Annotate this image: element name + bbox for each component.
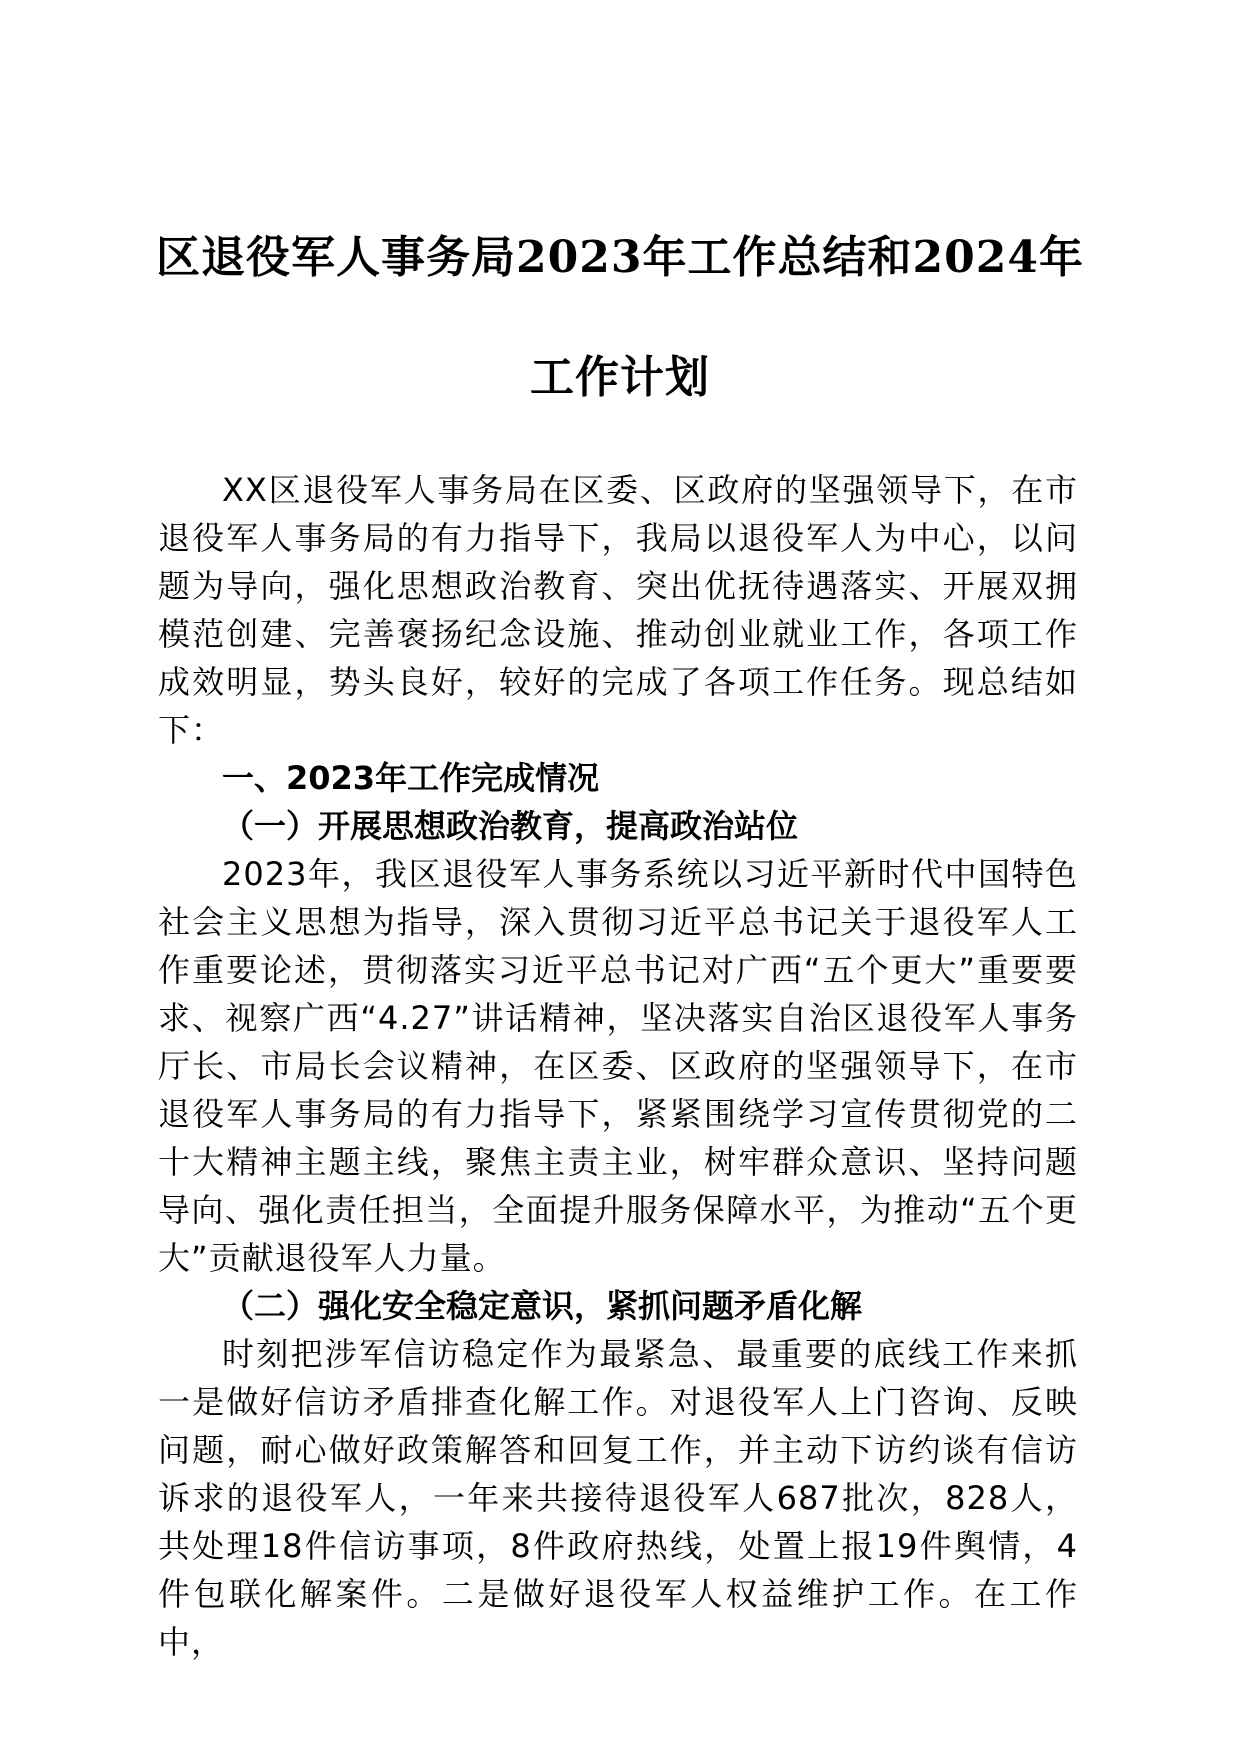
document-body xyxy=(158,466,1078,1666)
document-title-line-1: 区退役军人事务局2023年工作总结和2024年 xyxy=(156,232,1084,283)
subsection-heading-2: （二）强化安全稳定意识，紧抓问题矛盾化解 xyxy=(222,1287,863,1325)
document-title-line-2: 工作计划 xyxy=(530,352,710,403)
subsection-1-paragraph: 2023年，我区退役军人事务系统以习近平新时代中国特色社会主义思想为指导，深入贯彻习近平总书记关于退役军人工作重要论述，贯彻落实习近平总书记对广西“五个更大”重要要求、视察广西“4.27”讲话精神，坚决落实自治区退役军人事务厅长、市局长会议精神，在区委、区政府的坚强领导下，在市退役军人事务局的有力指导下，紧紧围绕学习宣传贯彻党的二十大精神主题主线，聚焦主责主业，树牢群众意识、坚持问题导向、强化责任担当，全面提升服务保障水平，为推动“五个更大”贡献退役军人力量。 xyxy=(158,855,1078,1277)
subsection-2-paragraph: 时刻把涉军信访稳定作为最紧急、最重要的底线工作来抓一是做好信访矛盾排查化解工作。对退役军人上门咨询、反映问题，耐心做好政策解答和回复工作，并主动下访约谈有信访诉求的退役军人，一年来共接待退役军人687批次，828人，共处理18件信访事项，8件政府热线，处置上报19件舆情，4件包联化解案件。二是做好退役军人权益维护工作。在工作中， xyxy=(158,1335,1078,1661)
subsection-heading-1: （一）开展思想政治教育，提高政治站位 xyxy=(222,807,799,845)
intro-paragraph: XX区退役军人事务局在区委、区政府的坚强领导下，在市退役军人事务局的有力指导下，我局以退役军人为中心，以问题为导向，强化思想政治教育、突出优抚待遇落实、开展双拥模范创建、完善褒扬纪念设施、推动创业就业工作，各项工作成效明显，势头良好，较好的完成了各项工作任务。现总结如下： xyxy=(158,471,1078,749)
section-heading-1: 一、2023年工作完成情况 xyxy=(222,759,600,797)
